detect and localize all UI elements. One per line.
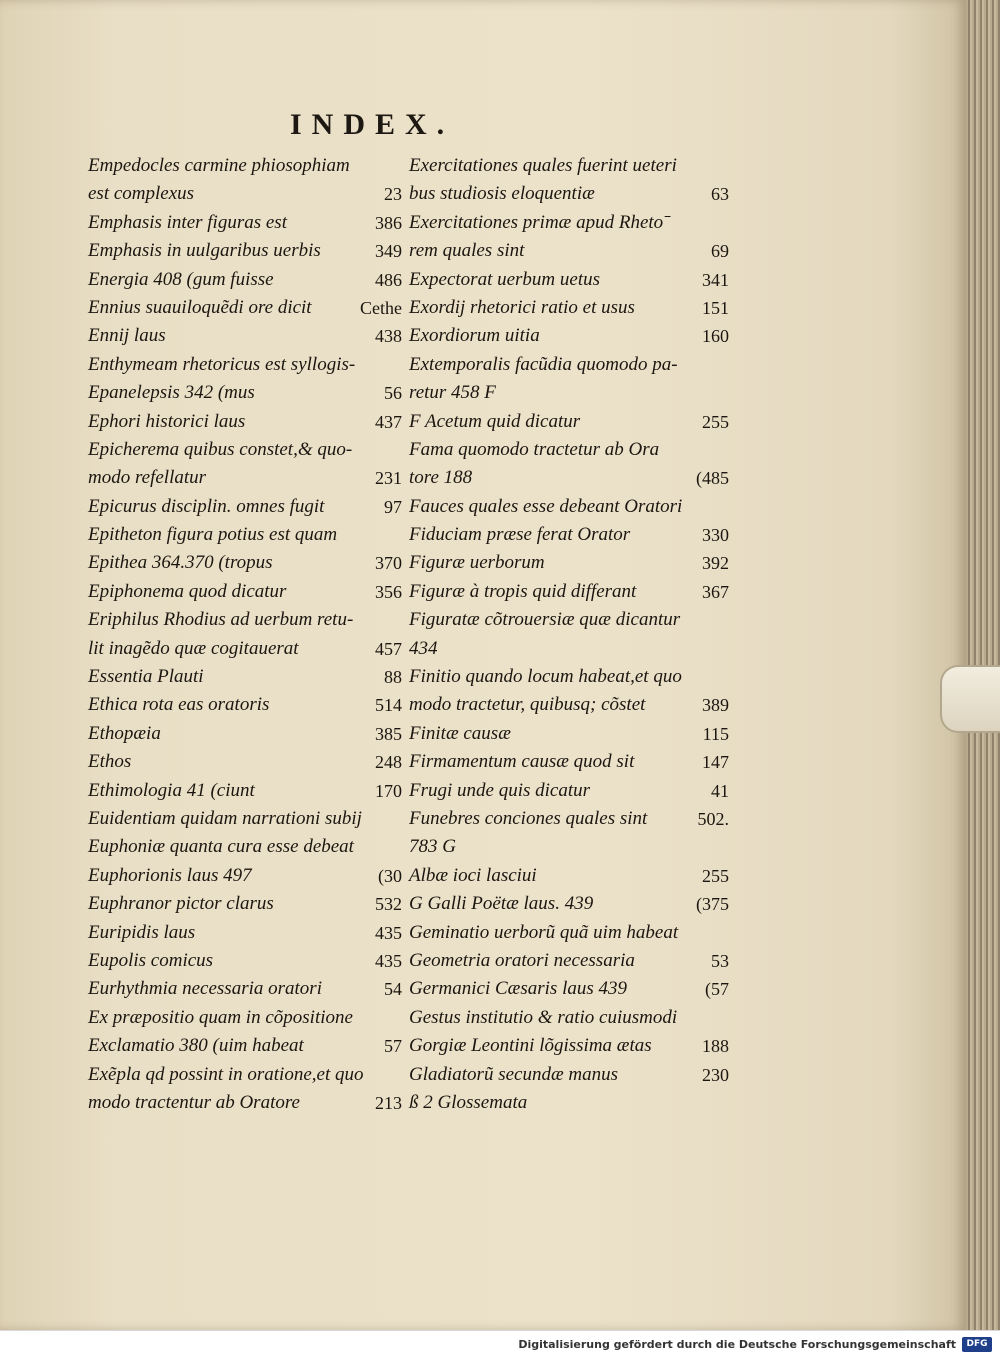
index-entry-text: ß 2 Glossemata: [409, 1091, 528, 1113]
index-entry: [409, 322, 729, 350]
index-entry-text: Figuræ uerborum: [409, 552, 545, 574]
index-entry-text: Epithea 364.370 (tropus: [88, 552, 273, 574]
index-entry-page: 356: [375, 581, 402, 602]
index-entry-text: Empedocles carmine phiosophiam: [88, 155, 350, 176]
index-entry-page: 63: [711, 184, 729, 205]
index-entry-text: Funebres conciones quales sint: [409, 807, 648, 829]
index-entry: [409, 720, 729, 748]
index-entry-text: Exordij rhetorici ratio et usus: [409, 296, 635, 318]
index-entry-text: Emphasis inter figuras est: [88, 211, 287, 233]
index-entry-page: (375: [696, 894, 729, 915]
index-entry-page: 41: [711, 780, 729, 801]
index-entry-page: 88: [384, 667, 402, 688]
index-entry-text: Euphorionis laus 497: [88, 864, 252, 886]
index-entry: [409, 748, 729, 776]
index-entry: [88, 379, 402, 407]
index-entry-page: (30: [378, 865, 402, 886]
index-entry-text: Germanici Cæsaris laus 439: [409, 978, 627, 1000]
index-entry: [88, 1061, 402, 1089]
index-entry: [88, 1032, 402, 1060]
bookmark-tab: [940, 665, 1000, 733]
index-entry-page: 457: [375, 638, 402, 659]
index-entry-page: 170: [375, 780, 402, 801]
index-entry-text: Euphoniæ quanta cura esse debeat: [88, 836, 354, 858]
index-column-left: [88, 152, 402, 1117]
index-entry-page: 255: [702, 865, 729, 886]
index-entry-text: tore 188: [409, 467, 473, 489]
page-heading: INDEX.: [290, 108, 455, 141]
index-entry-text: Eupolis comicus: [88, 949, 214, 971]
index-entry-page: 341: [702, 269, 729, 290]
index-entry-text: Exordiorum uitia: [409, 325, 540, 347]
index-entry-text: Exclamatio 380 (uim habeat: [88, 1035, 304, 1057]
index-entry-page: 386: [375, 212, 402, 233]
index-entry: [88, 890, 402, 918]
index-entry-text: Gestus institutio & ratio cuiusmodi: [409, 1006, 678, 1028]
index-entry-page: 230: [702, 1064, 729, 1085]
index-entry-text: Essentia Plauti: [88, 666, 204, 688]
index-entry-page: 115: [702, 723, 729, 744]
index-entry-page: 231: [375, 468, 402, 489]
index-entry-text: Exẽpla qd possint in oratione,et quo: [88, 1063, 364, 1085]
index-entry: [88, 1089, 402, 1117]
index-entry-text: Firmamentum causæ quod sit: [409, 751, 635, 773]
index-entry: [409, 152, 729, 180]
index-entry-page: 349: [375, 241, 402, 262]
index-entry: [409, 635, 729, 663]
index-entry-page: 56: [384, 383, 402, 404]
index-entry: [409, 464, 729, 492]
index-entry-page: 255: [702, 411, 729, 432]
index-entry: [88, 294, 402, 322]
index-entry-text: modo refellatur: [88, 467, 207, 489]
index-entry: [88, 720, 402, 748]
index-entry: [88, 635, 402, 663]
index-entry-text: Emphasis in uulgaribus uerbis: [88, 240, 321, 262]
index-entry-text: Euidentiam quidam narrationi subij: [88, 807, 362, 829]
index-entry-page: 392: [702, 553, 729, 574]
index-entry: [88, 464, 402, 492]
index-entry-text: Ethos: [88, 751, 132, 773]
index-entry: [88, 805, 402, 833]
index-entry: [88, 578, 402, 606]
index-entry-text: Ephori historici laus: [88, 410, 246, 432]
index-entry-text: Finitio quando locum habeat,et quo: [409, 666, 682, 688]
index-entry: [88, 919, 402, 947]
index-entry-page: 69: [711, 241, 729, 262]
index-entry: [88, 493, 402, 521]
index-entry: [409, 209, 729, 237]
index-entry-text: Fauces quales esse debeant Oratori: [409, 495, 683, 517]
index-entry: [409, 606, 729, 634]
index-entry: [88, 549, 402, 577]
index-entry-text: Eriphilus Rhodius ad uerbum retu-: [88, 609, 354, 631]
index-entry: [409, 578, 729, 606]
footer-bar: [0, 1330, 1000, 1360]
index-entry-text: Expectorat uerbum uetus: [409, 268, 601, 290]
index-entry: [409, 833, 729, 861]
index-entry-page: Cethe: [360, 297, 402, 318]
index-entry-text: Epicurus disciplin. omnes fugit: [88, 495, 325, 517]
index-entry: [409, 237, 729, 265]
index-entry-page: 23: [384, 184, 402, 205]
index-entry: [409, 180, 729, 208]
index-entry-page: 435: [375, 922, 402, 943]
index-entry-text: Albæ ioci lasciui: [409, 864, 537, 886]
index-entry-page: 248: [375, 752, 402, 773]
index-entry-text: modo tractetur, quibusq; cõstet: [409, 694, 646, 716]
index-entry-text: Ethimologia 41 (ciunt: [88, 779, 255, 801]
index-entry-text: Enthymeam rhetoricus est syllogis-: [88, 353, 356, 375]
index-entry-page: (485: [696, 468, 729, 489]
index-entry: [88, 521, 402, 549]
index-entry-page: 57: [384, 1036, 402, 1057]
index-entry-text: Ethopæia: [88, 722, 161, 744]
index-entry: [88, 691, 402, 719]
index-entry-text: Exercitationes quales fuerint ueteri: [409, 155, 677, 176]
index-entry-text: G Galli Poëtæ laus. 439: [409, 893, 594, 915]
index-entry-text: Figuratæ cõtrouersiæ quæ dicantur: [409, 609, 681, 631]
index-entry-page: 151: [702, 297, 729, 318]
index-entry: [409, 521, 729, 549]
index-entry: [88, 237, 402, 265]
index-entry-page: 330: [702, 525, 729, 546]
index-entry: [88, 266, 402, 294]
index-entry-text: Frugi unde quis dicatur: [409, 779, 591, 801]
index-entry: [88, 947, 402, 975]
index-entry-page: 514: [375, 695, 402, 716]
index-entry: [409, 1061, 729, 1089]
index-entry: [409, 947, 729, 975]
index-entry-page: 367: [702, 581, 729, 602]
index-entry: [88, 975, 402, 1003]
index-entry-page: 53: [711, 950, 729, 971]
index-entry-text: Epanelepsis 342 (mus: [88, 382, 255, 404]
index-entry-text: Euphranor pictor clarus: [88, 893, 274, 915]
index-entry: [88, 408, 402, 436]
index-entry-page: 502.: [697, 808, 729, 829]
index-entry-text: Fama quomodo tractetur ab Ora: [409, 438, 660, 460]
index-entry-text: Epitheton figura potius est quam: [88, 524, 338, 546]
index-entry-page: 97: [384, 496, 402, 517]
index-entry-text: Ethica rota eas oratoris: [88, 694, 270, 716]
funding-notice: Digitalisierung gefördert durch die Deutsche Forschungsgemeinschaft: [518, 1338, 956, 1351]
index-entry-page: 438: [375, 326, 402, 347]
dfg-logo: DFG: [962, 1337, 992, 1352]
index-entry-text: Ennius suauiloquẽdi ore dicit: [88, 296, 312, 318]
index-entry: [409, 805, 729, 833]
index-entry-text: Exercitationes primæ apud Rhetoˉ: [409, 211, 670, 233]
index-entry: [409, 1004, 729, 1032]
index-entry-text: Ennij laus: [88, 325, 166, 347]
index-entry: [409, 294, 729, 322]
index-entry: [409, 266, 729, 294]
index-entry-text: bus studiosis eloquentiæ: [409, 183, 595, 205]
index-entry: [88, 322, 402, 350]
index-entry-page: 370: [375, 553, 402, 574]
index-column-right: [409, 152, 729, 1117]
index-entry: [409, 919, 729, 947]
index-entry: [409, 663, 729, 691]
index-entry-text: Euripidis laus: [88, 921, 196, 943]
index-entry: [88, 663, 402, 691]
index-entry-text: Fiduciam præse ferat Orator: [409, 524, 631, 546]
index-entry-page: 437: [375, 411, 402, 432]
index-entry-text: 434: [409, 637, 438, 659]
index-entry: [409, 549, 729, 577]
index-entry: [409, 691, 729, 719]
index-entry: [409, 408, 729, 436]
index-entry-page: 385: [375, 723, 402, 744]
index-entry-text: lit inagẽdo quæ cogitauerat: [88, 637, 299, 659]
index-entry-text: est complexus: [88, 183, 195, 205]
index-entry-text: Finitæ causæ: [409, 722, 511, 744]
index-entry-text: modo tractentur ab Oratore: [88, 1091, 300, 1113]
index-entry-text: Energia 408 (gum fuisse: [88, 268, 274, 290]
index-entry: [409, 777, 729, 805]
index-entry: [88, 351, 402, 379]
index-entry: [88, 777, 402, 805]
index-entry-text: Eurhythmia necessaria oratori: [88, 978, 322, 1000]
index-entry-text: Epicherema quibus constet,& quo-: [88, 438, 353, 460]
index-entry-text: Epiphonema quod dicatur: [88, 580, 287, 602]
index-entry: [409, 890, 729, 918]
index-entry-text: 783 G: [409, 836, 456, 858]
index-entry-page: 532: [375, 894, 402, 915]
index-entry-page: 389: [702, 695, 729, 716]
index-entry: [409, 379, 729, 407]
index-entry: [88, 436, 402, 464]
index-entry: [88, 209, 402, 237]
index-entry: [88, 748, 402, 776]
index-entry: [88, 862, 402, 890]
index-entry: [88, 606, 402, 634]
index-entry: [409, 493, 729, 521]
index-entry-text: Gorgiæ Leontini lõgissima ætas: [409, 1035, 652, 1057]
index-entry: [88, 833, 402, 861]
index-entry-page: 188: [702, 1036, 729, 1057]
index-entry-text: F Acetum quid dicatur: [409, 410, 581, 432]
index-entry: [88, 152, 402, 180]
index-entry-page: 147: [702, 752, 729, 773]
index-entry-page: 160: [702, 326, 729, 347]
index-entry: [409, 862, 729, 890]
index-entry: [409, 1032, 729, 1060]
index-entry-page: 486: [375, 269, 402, 290]
index-entry-text: Geometria oratori necessaria: [409, 949, 635, 971]
index-entry: [88, 180, 402, 208]
index-entry: [409, 1089, 729, 1117]
index-entry: [409, 351, 729, 379]
index-entry: [88, 1004, 402, 1032]
index-entry: [409, 975, 729, 1003]
index-entry-page: 54: [384, 979, 402, 1000]
index-entry-text: Gladiatorũ secundæ manus: [409, 1063, 618, 1085]
index-entry-text: Geminatio uerborũ quã uim habeat: [409, 921, 679, 943]
index-entry-text: Ex præpositio quam in cõpositione: [88, 1006, 353, 1028]
index-entry-text: retur 458 F: [409, 382, 496, 404]
index-entry-page: 435: [375, 950, 402, 971]
index-entry: [409, 436, 729, 464]
index-entry-text: rem quales sint: [409, 240, 525, 262]
index-entry-page: (57: [705, 979, 729, 1000]
index-entry-text: Extemporalis facũdia quomodo pa-: [409, 353, 678, 375]
index-entry-page: 213: [375, 1092, 402, 1113]
index-entry-text: Figuræ à tropis quid differant: [409, 580, 637, 602]
